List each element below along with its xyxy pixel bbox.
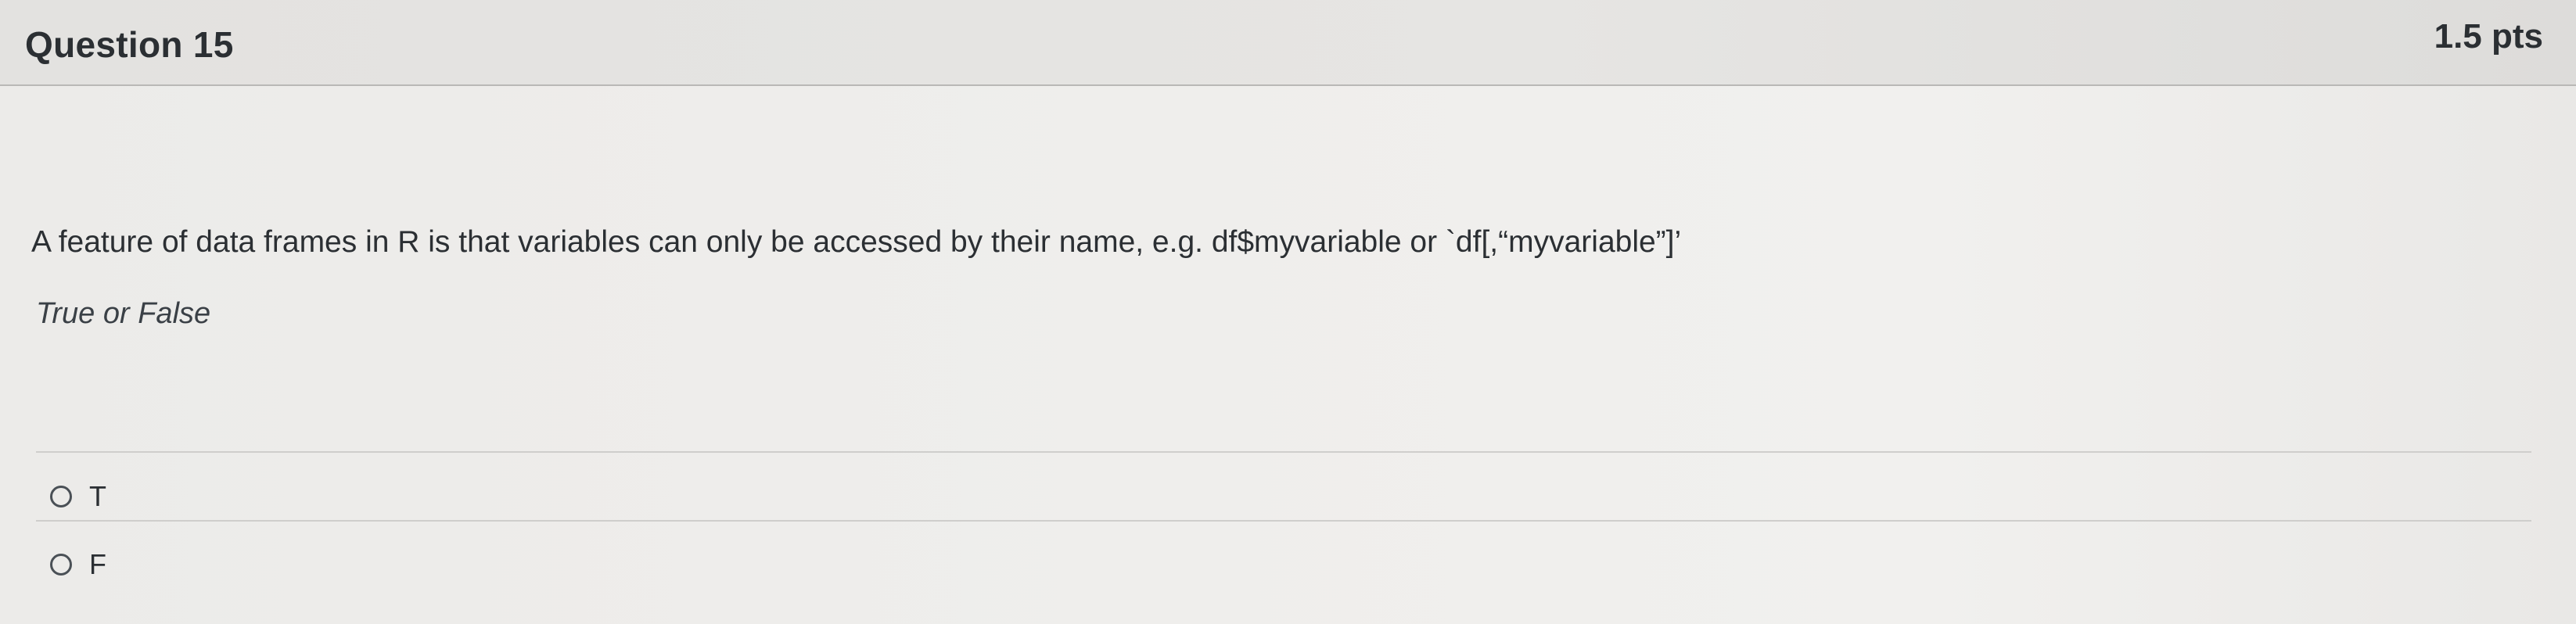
question-text: A feature of data frames in R is that variables can only be accessed by their name, e.g. df$myvariable or `df[,“myvariable”]’: [31, 225, 1682, 259]
radio-button-f[interactable]: [50, 554, 72, 576]
question-hint: True or False: [36, 297, 211, 330]
question-points: 1.5 pts: [2434, 17, 2543, 56]
answer-option-t[interactable]: [50, 480, 106, 513]
answer-divider: [36, 520, 2531, 522]
question-title: Question 15: [25, 24, 234, 65]
answer-option-f[interactable]: [50, 548, 106, 581]
radio-button-t[interactable]: [50, 486, 72, 507]
question-header: [0, 0, 2576, 86]
answer-label-t: T: [89, 480, 106, 512]
answer-label-f: F: [89, 548, 106, 580]
answer-divider: [36, 451, 2531, 453]
